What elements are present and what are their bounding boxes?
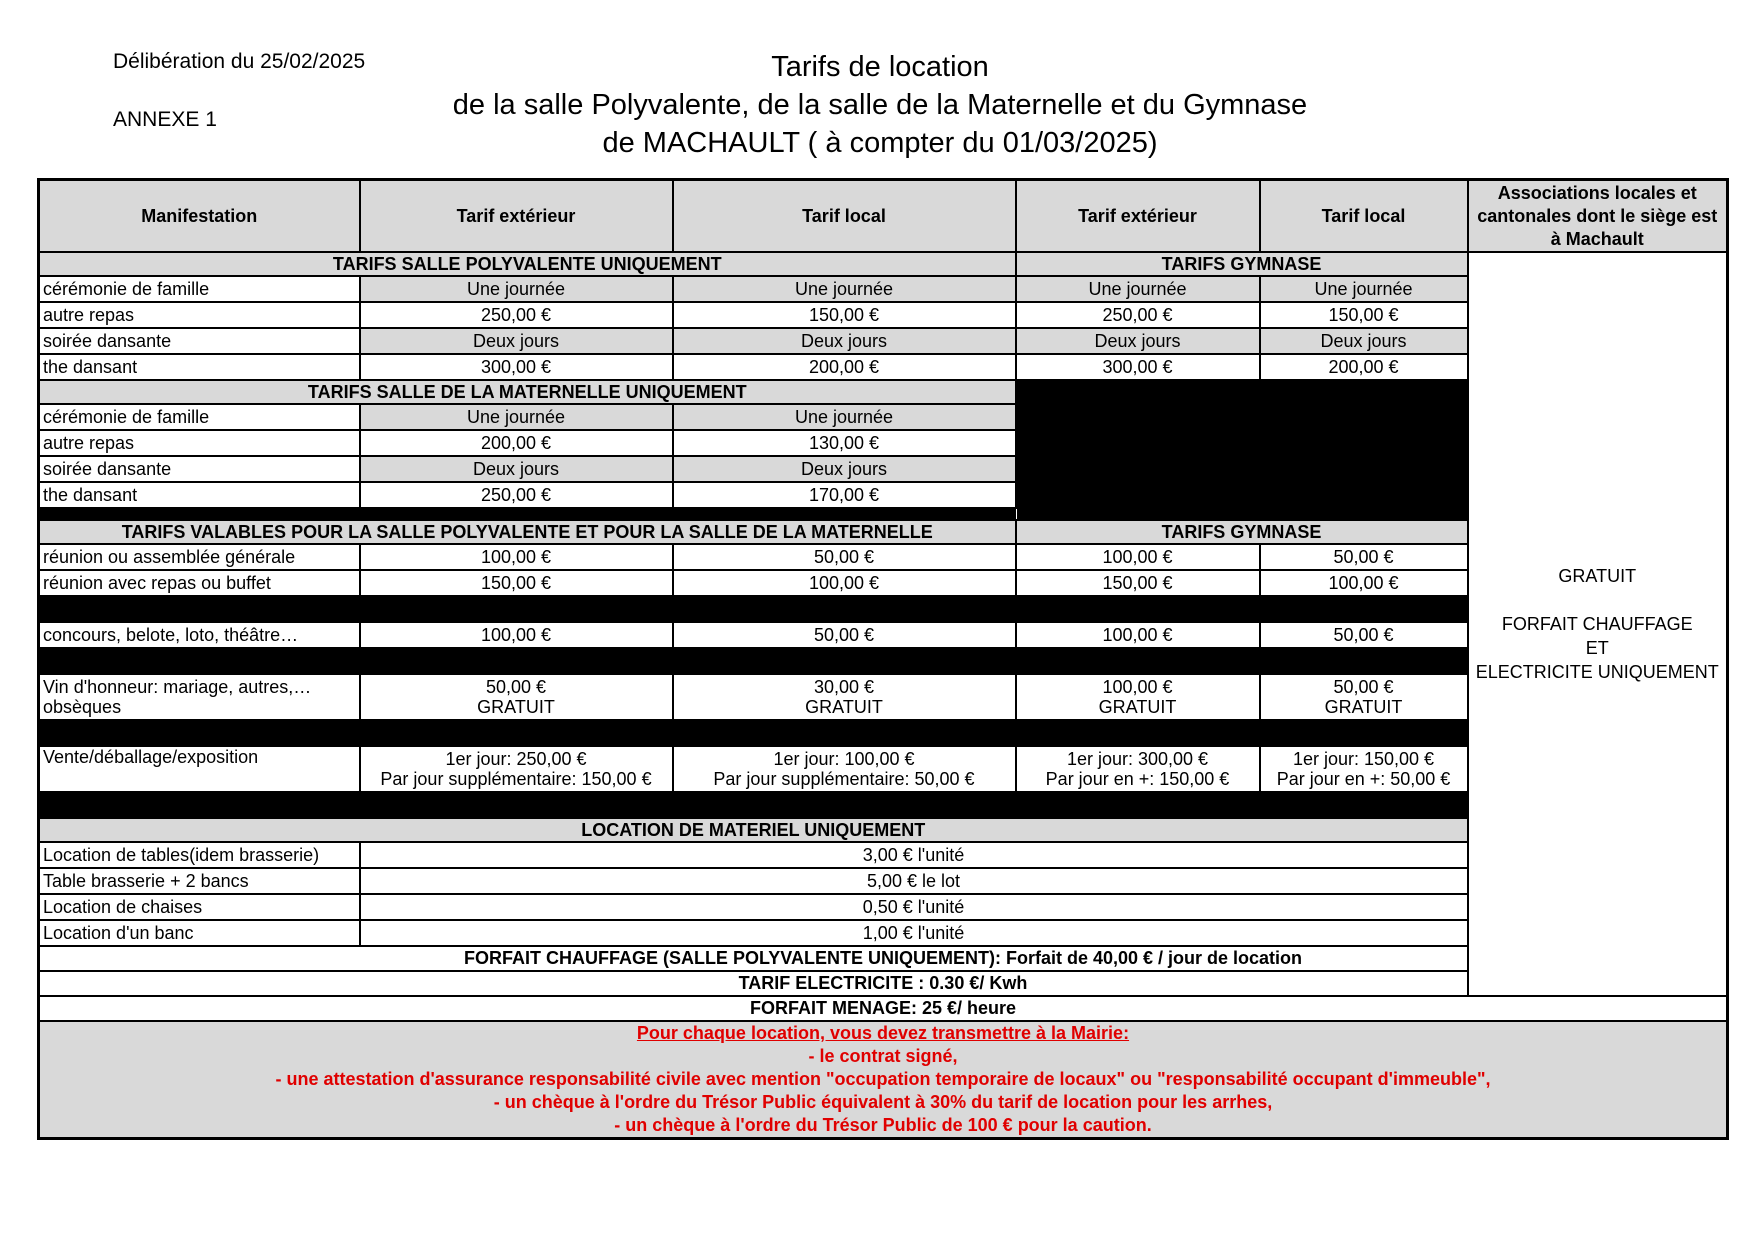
table-header-row bbox=[39, 180, 1728, 253]
vin-ext-2: GRATUIT bbox=[477, 697, 555, 717]
vente-loc-1: 1er jour: 100,00 € bbox=[773, 749, 915, 769]
row-label: soirée dansante bbox=[39, 456, 360, 482]
vin-gloc-1: 50,00 € bbox=[1333, 677, 1394, 697]
cell: 150,00 € bbox=[673, 302, 1016, 328]
row-label: cérémonie de famille bbox=[39, 404, 360, 430]
cell: Une journée bbox=[673, 276, 1016, 302]
vente-ext-1: 1er jour: 250,00 € bbox=[445, 749, 587, 769]
vin-gloc-2: GRATUIT bbox=[1324, 697, 1403, 717]
document-title bbox=[380, 48, 1380, 162]
notes-item: - un chèque à l'ordre du Trésor Public de 100 € pour la caution. bbox=[614, 1115, 1152, 1135]
title-line-2: de la salle Polyvalente, de la salle de la Maternelle et du Gymnase bbox=[452, 89, 1308, 121]
cell: 200,00 € bbox=[1260, 354, 1468, 380]
vin-ext-1: 50,00 € bbox=[485, 677, 547, 697]
notes-item: - un chèque à l'ordre du Trésor Public équivalent à 30% du tarif de location pour les arrhes, bbox=[493, 1092, 1273, 1112]
cell: Une journée bbox=[360, 404, 673, 430]
section-gymnase: TARIFS GYMNASE bbox=[1016, 252, 1468, 276]
cell: Deux jours bbox=[673, 456, 1016, 482]
cell: 50,00 € bbox=[1260, 544, 1468, 570]
cell: 100,00 € bbox=[360, 544, 673, 570]
row-label bbox=[39, 674, 360, 720]
cell: 170,00 € bbox=[673, 482, 1016, 508]
vin-label-2: obsèques bbox=[43, 697, 122, 717]
cell: Une journée bbox=[673, 404, 1016, 430]
cell: Une journée bbox=[1016, 276, 1260, 302]
cell: Deux jours bbox=[1260, 328, 1468, 354]
section-polyvalente: TARIFS SALLE POLYVALENTE UNIQUEMENT bbox=[39, 252, 1016, 276]
cell: 1,00 € l'unité bbox=[360, 920, 1468, 946]
col-header-tarif-exterieur: Tarif extérieur bbox=[360, 180, 673, 253]
cell: Deux jours bbox=[360, 456, 673, 482]
deliberation-date: Délibération du 25/02/2025 bbox=[113, 50, 366, 73]
row-label: Location de tables(idem brasserie) bbox=[39, 842, 360, 868]
assoc-gratuit: GRATUIT bbox=[1558, 566, 1637, 586]
col-header-gym-tarif-exterieur: Tarif extérieur bbox=[1016, 180, 1260, 253]
cell bbox=[1016, 674, 1260, 720]
cell: 300,00 € bbox=[1016, 354, 1260, 380]
separator bbox=[39, 508, 1016, 520]
vin-label-1: Vin d'honneur: mariage, autres,… bbox=[43, 677, 312, 697]
cell: 50,00 € bbox=[673, 622, 1016, 648]
cell: 250,00 € bbox=[360, 482, 673, 508]
separator bbox=[39, 720, 1468, 746]
notes-intro: Pour chaque location, vous devez transmettre à la Mairie: bbox=[636, 1023, 1130, 1043]
cell: 100,00 € bbox=[1016, 622, 1260, 648]
vin-loc-2: GRATUIT bbox=[805, 697, 883, 717]
cell: 100,00 € bbox=[360, 622, 673, 648]
assoc-et: ET bbox=[1585, 638, 1609, 658]
vente-ext-2: Par jour supplémentaire: 150,00 € bbox=[380, 769, 652, 789]
cell bbox=[360, 674, 673, 720]
cell: 300,00 € bbox=[360, 354, 673, 380]
cell: 200,00 € bbox=[360, 430, 673, 456]
row-label: autre repas bbox=[39, 430, 360, 456]
notes-row bbox=[39, 1021, 1728, 1139]
cell: Une journée bbox=[1260, 276, 1468, 302]
cell: Deux jours bbox=[673, 328, 1016, 354]
cell bbox=[673, 746, 1016, 792]
footer-row bbox=[39, 971, 1728, 996]
cell: 100,00 € bbox=[673, 570, 1016, 596]
cell: Une journée bbox=[360, 276, 673, 302]
row-label: cérémonie de famille bbox=[39, 276, 360, 302]
row-label: the dansant bbox=[39, 354, 360, 380]
cell: 100,00 € bbox=[1016, 544, 1260, 570]
separator bbox=[39, 596, 1468, 622]
row-label: soirée dansante bbox=[39, 328, 360, 354]
row-label: the dansant bbox=[39, 482, 360, 508]
cell bbox=[1016, 746, 1260, 792]
cell: 50,00 € bbox=[1260, 622, 1468, 648]
col-header-associations: Associations locales et cantonales dont le siège est à Machault bbox=[1468, 180, 1728, 253]
title-line-1: Tarifs de location bbox=[771, 51, 989, 83]
cell bbox=[360, 746, 673, 792]
cell: 250,00 € bbox=[360, 302, 673, 328]
separator bbox=[39, 792, 1468, 818]
vente-gloc-2: Par jour en +: 50,00 € bbox=[1276, 769, 1451, 789]
tarif-electricite: TARIF ELECTRICITE : 0.30 €/ Kwh bbox=[39, 971, 1728, 996]
notes-block bbox=[39, 1021, 1728, 1139]
footer-row bbox=[39, 946, 1728, 971]
notes-item: - le contrat signé, bbox=[808, 1046, 958, 1066]
row-label: Table brasserie + 2 bancs bbox=[39, 868, 360, 894]
vente-loc-2: Par jour supplémentaire: 50,00 € bbox=[713, 769, 975, 789]
cell: Deux jours bbox=[360, 328, 673, 354]
cell: Deux jours bbox=[1016, 328, 1260, 354]
associations-cell bbox=[1468, 252, 1728, 996]
cell: 150,00 € bbox=[360, 570, 673, 596]
section-gymnase-2: TARIFS GYMNASE bbox=[1016, 520, 1468, 544]
cell: 5,00 € le lot bbox=[360, 868, 1468, 894]
row-label: Location d'un banc bbox=[39, 920, 360, 946]
vente-gext-2: Par jour en +: 150,00 € bbox=[1045, 769, 1230, 789]
row-label: Vente/déballage/exposition bbox=[39, 746, 360, 792]
cell: 250,00 € bbox=[1016, 302, 1260, 328]
vin-gext-2: GRATUIT bbox=[1098, 697, 1177, 717]
forfait-chauffage: FORFAIT CHAUFFAGE (SALLE POLYVALENTE UNIQUEMENT): Forfait de 40,00 € / jour de location bbox=[39, 946, 1728, 971]
vente-gloc-1: 1er jour: 150,00 € bbox=[1292, 749, 1435, 769]
row-label: concours, belote, loto, théâtre… bbox=[39, 622, 360, 648]
col-header-gym-tarif-local: Tarif local bbox=[1260, 180, 1468, 253]
forfait-menage: FORFAIT MENAGE: 25 €/ heure bbox=[39, 996, 1728, 1021]
cell: 200,00 € bbox=[673, 354, 1016, 380]
section-row bbox=[39, 252, 1728, 276]
title-line-3: de MACHAULT ( à compter du 01/03/2025) bbox=[602, 127, 1158, 159]
cell: 50,00 € bbox=[673, 544, 1016, 570]
assoc-forfait: FORFAIT CHAUFFAGE bbox=[1501, 614, 1693, 634]
separator bbox=[39, 648, 1468, 674]
cell: 130,00 € bbox=[673, 430, 1016, 456]
row-label: réunion ou assemblée générale bbox=[39, 544, 360, 570]
row-label: réunion avec repas ou buffet bbox=[39, 570, 360, 596]
section-maternelle: TARIFS SALLE DE LA MATERNELLE UNIQUEMENT bbox=[39, 380, 1016, 404]
vente-gext-1: 1er jour: 300,00 € bbox=[1066, 749, 1209, 769]
vin-loc-1: 30,00 € bbox=[813, 677, 875, 697]
col-header-manifestation: Manifestation bbox=[39, 180, 360, 253]
row-label: Location de chaises bbox=[39, 894, 360, 920]
cell: 0,50 € l'unité bbox=[360, 894, 1468, 920]
cell: 150,00 € bbox=[1016, 570, 1260, 596]
cell bbox=[1260, 674, 1468, 720]
assoc-electricite: ELECTRICITE UNIQUEMENT bbox=[1475, 662, 1719, 682]
cell bbox=[673, 674, 1016, 720]
col-header-tarif-local: Tarif local bbox=[673, 180, 1016, 253]
cell bbox=[1260, 746, 1468, 792]
cell: 3,00 € l'unité bbox=[360, 842, 1468, 868]
annexe-label: ANNEXE 1 bbox=[113, 108, 217, 131]
section-materiel: LOCATION DE MATERIEL UNIQUEMENT bbox=[39, 818, 1468, 842]
cell: 100,00 € bbox=[1260, 570, 1468, 596]
footer-row bbox=[39, 996, 1728, 1021]
vin-gext-1: 100,00 € bbox=[1102, 677, 1173, 697]
blocked-area bbox=[1016, 380, 1468, 520]
tariff-table bbox=[37, 178, 1729, 1140]
notes-item: - une attestation d'assurance responsabilité civile avec mention "occupation temporaire de locaux" ou "responsabilité occupant d'immeuble", bbox=[275, 1069, 1491, 1089]
row-label: autre repas bbox=[39, 302, 360, 328]
cell: 150,00 € bbox=[1260, 302, 1468, 328]
section-both: TARIFS VALABLES POUR LA SALLE POLYVALENTE ET POUR LA SALLE DE LA MATERNELLE bbox=[39, 520, 1016, 544]
